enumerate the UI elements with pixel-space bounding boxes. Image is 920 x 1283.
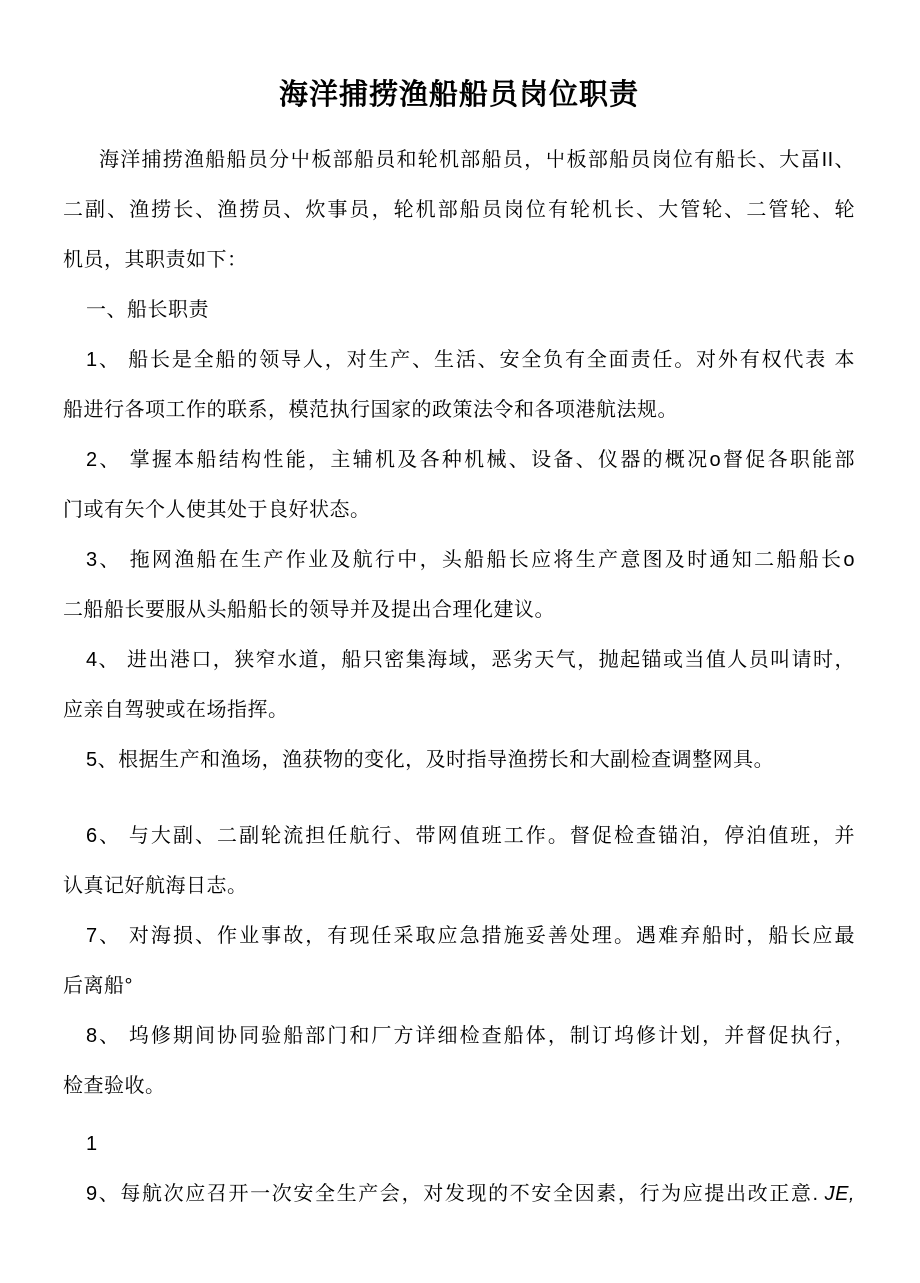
item9-italic-tail: JE,: [824, 1183, 855, 1205]
item2-line-1: 2、 掌握本船结构性能，主辅机及各种机械、设备、仪器的概况o督促各职能部: [86, 449, 855, 471]
item9-text: 9、每航次应召开一次安全生产会，对发现的不安全因素，行为应提出改正意.: [86, 1183, 819, 1205]
intro-line-3: 机员，其职责如下：: [63, 249, 248, 271]
item3-line-1: 3、 拖网渔船在生产作业及航行中，头船船长应将生产意图及时通知二船船长o: [86, 549, 855, 571]
item4-line-2: 应亲自驾驶或在场指挥。: [63, 699, 289, 721]
intro-line-1: 海洋捕捞渔船船员分屮板部船员和轮机部船员，屮板部船员岗位有船长、大畐II、: [99, 149, 855, 171]
item3-line-2: 二船船长要服从头船船长的领导并及提出合理化建议。: [63, 599, 555, 621]
item7-line-2: 后离船°: [63, 975, 133, 997]
item5-line-1: 5、根据生产和渔场，渔获物的变化，及时指导渔捞长和大副检查调整网具。: [86, 749, 775, 771]
item9-line-1: [63, 1169, 855, 1219]
section-heading: 一、船长职责: [86, 299, 209, 321]
item6-line-2: 认真记好航海日志。: [63, 875, 248, 897]
item1-line-1: 1、 船长是全船的领导人，对生产、生活、安全负有全面责任。对外有权代表 本: [86, 349, 855, 371]
item4-line-1: 4、 进出港口，狭窄水道，船只密集海域，恶劣天气，抛起锚或当值人员叫请时，: [86, 649, 855, 671]
page-number: 1: [86, 1133, 98, 1155]
item1-line-2: 船进行各项工作的联系，模范执行国家的政策法令和各项港航法规。: [63, 399, 678, 421]
item6-line-1: 6、 与大副、二副轮流担任航行、带网值班工作。督促检查锚泊，停泊值班，并: [86, 825, 855, 847]
item7-line-1: 7、 对海损、作业事故，有现任采取应急措施妥善处理。遇难弃船时，船长应最: [86, 925, 855, 947]
item2-line-2: 门或有矢个人使其处于良好状态。: [63, 499, 371, 521]
item8-line-2: 检查验收。: [63, 1075, 166, 1097]
intro-line-2: 二副、渔捞长、渔捞员、炊事员，轮机部船员岗位有轮机长、大管轮、二管轮、轮: [63, 199, 855, 221]
item8-line-1: 8、 坞修期间协同验船部门和厂方详细检查船体，制订坞修计划，并督促执行，: [86, 1025, 855, 1047]
document-title: 海洋捕捞渔船船员岗位职责: [278, 79, 639, 111]
